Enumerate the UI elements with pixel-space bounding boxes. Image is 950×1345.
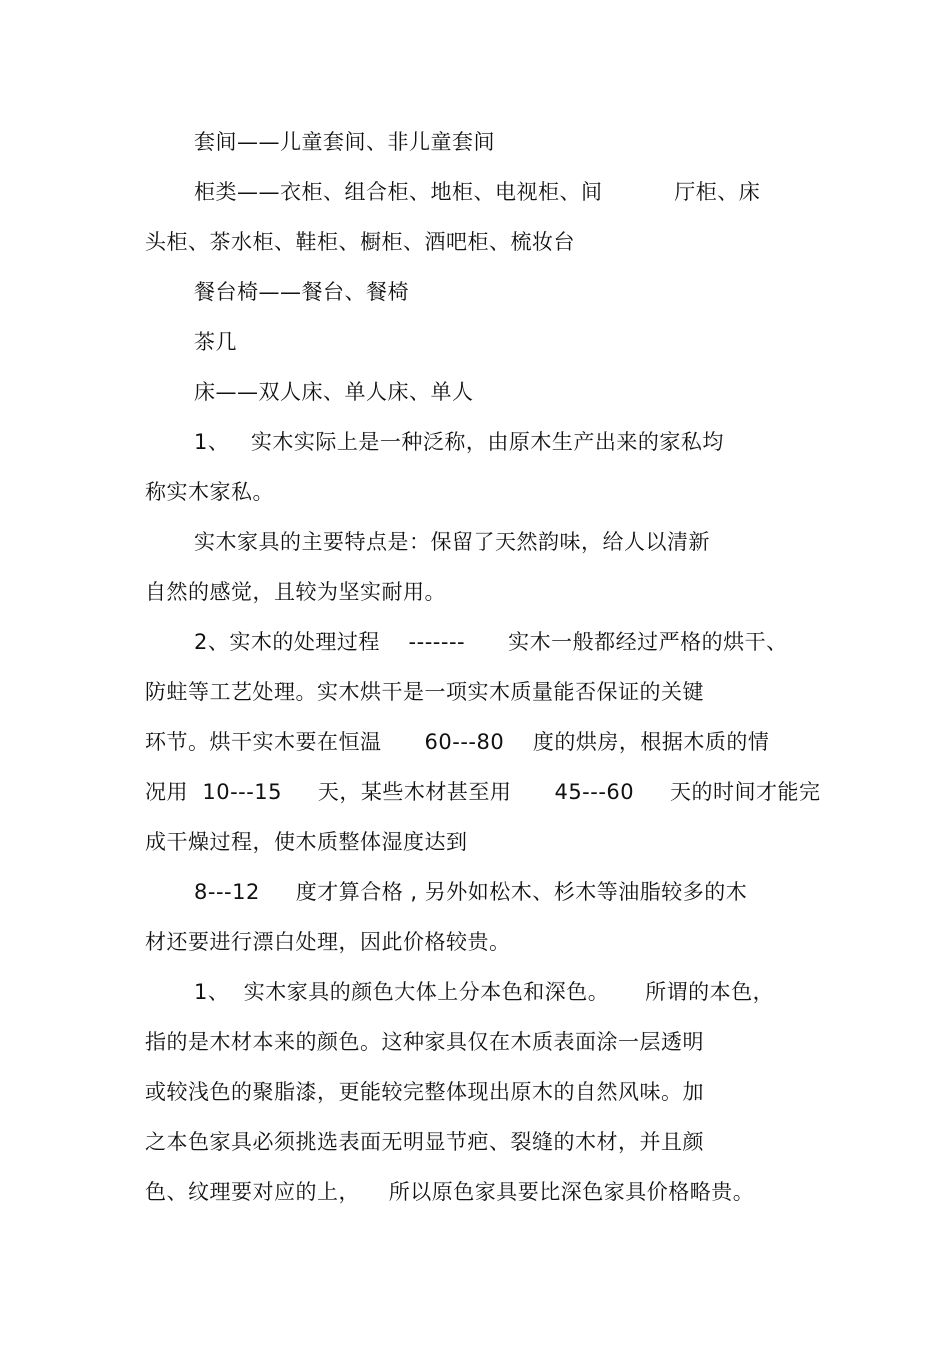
text-line-color-4: 之本色家具必须挑选表面无明显节疤、裂缝的木材，并且颜: [145, 1130, 704, 1154]
text-line-features: 实木家具的主要特点是：保留了天然韵味，给人以清新: [194, 530, 710, 554]
text-line-process: 2、实木的处理过程 ------- 实木一般都经过严格的烘干、: [194, 630, 788, 654]
text-line-cabinets-cont: 头柜、茶水柜、鞋柜、橱柜、酒吧柜、梳妆台: [145, 230, 575, 254]
text-line-color-3: 或较浅色的聚脂漆，更能较完整体现出原木的自然风味。加: [145, 1080, 704, 1104]
text-line-solid-wood-1b: 称实木家私。: [145, 480, 274, 504]
text-line-humidity: 8---12 度才算合格 , 另外如松木、杉木等油脂较多的木: [194, 880, 748, 904]
text-line-tea-table: 茶几: [194, 330, 237, 354]
text-line-suite: 套间——儿童套间、非儿童套间: [194, 130, 495, 154]
text-line-process-4: 况用 10---15 天，某些木材甚至用 45---60 天的时间才能完: [145, 780, 821, 804]
text-line-color-5: 色、纹理要对应的上， 所以原色家具要比深色家具价格略贵。: [145, 1180, 755, 1204]
text-line-color: 1、 实木家具的颜色大体上分本色和深色。 所谓的本色，: [194, 980, 775, 1004]
text-line-humidity-cont: 材还要进行漂白处理，因此价格较贵。: [145, 930, 511, 954]
text-line-process-5: 成干燥过程，使木质整体湿度达到: [145, 830, 468, 854]
text-line-dining: 餐台椅——餐台、餐椅: [194, 280, 409, 304]
text-line-color-2: 指的是木材本来的颜色。这种家具仅在木质表面涂一层透明: [145, 1030, 704, 1054]
text-line-beds: 床——双人床、单人床、单人: [194, 380, 474, 404]
text-line-features-cont: 自然的感觉，且较为坚实耐用。: [145, 580, 446, 604]
text-line-cabinets: 柜类——衣柜、组合柜、地柜、电视柜、间 厅柜、床: [194, 180, 761, 204]
text-line-solid-wood-1: 1、 实木实际上是一种泛称，由原木生产出来的家私均: [194, 430, 724, 454]
text-line-process-2: 防蛀等工艺处理。实木烘干是一项实木质量能否保证的关键: [145, 680, 704, 704]
text-line-process-3: 环节。烘干实木要在恒温 60---80 度的烘房，根据木质的情: [145, 730, 770, 754]
